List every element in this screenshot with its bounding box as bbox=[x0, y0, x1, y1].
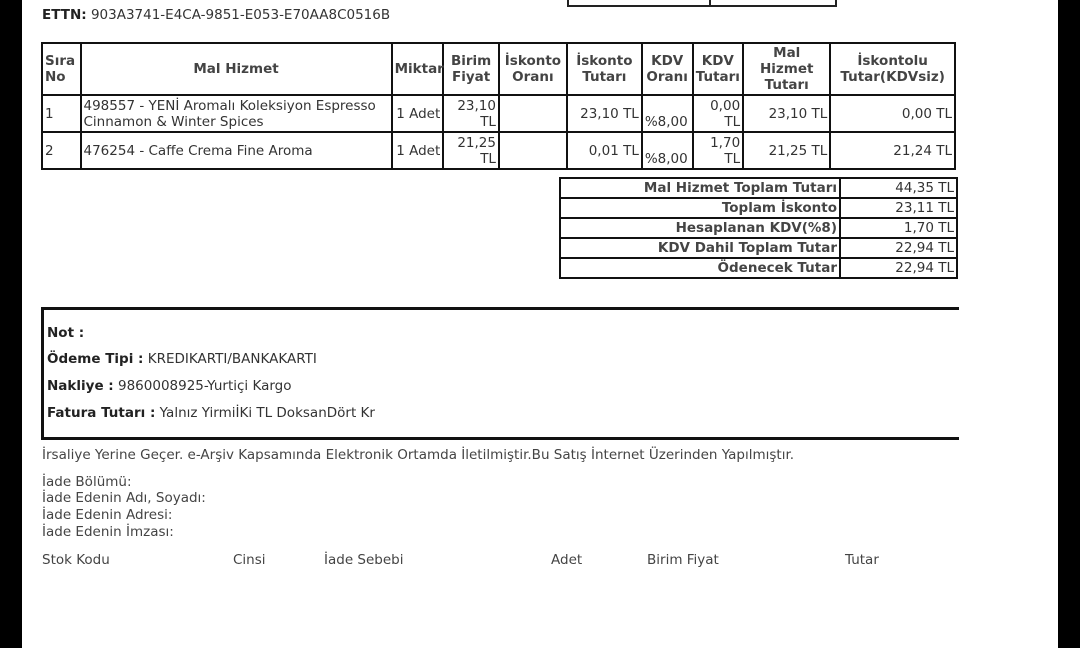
row-vat-rate: %8,00 bbox=[642, 132, 693, 169]
header-sira-no: Sıra No bbox=[42, 43, 81, 95]
row-item-name: 498557 - YENİ Aromalı Koleksiyon Espresso Cinnamon & Winter Spices bbox=[81, 95, 392, 132]
row-line-amount: 23,10 TL bbox=[743, 95, 830, 132]
return-line: İade Edenin İmzası: bbox=[42, 524, 174, 540]
total-label: Hesaplanan KDV(%8) bbox=[560, 218, 840, 238]
table-row bbox=[42, 95, 955, 132]
row-disc-amount: 23,10 TL bbox=[567, 95, 642, 132]
totals-row bbox=[560, 198, 957, 218]
payment-line bbox=[47, 351, 317, 367]
row-qty: 1 Adet bbox=[392, 95, 444, 132]
row-no: 2 bbox=[42, 132, 81, 169]
total-value: 23,11 TL bbox=[840, 198, 957, 218]
return-line: İade Edenin Adı, Soyadı: bbox=[42, 490, 206, 506]
return-col-iade-sebebi: İade Sebebi bbox=[324, 552, 404, 568]
invoice-amount-label: Fatura Tutarı : bbox=[47, 405, 156, 421]
totals-row bbox=[560, 178, 957, 198]
return-col-stok-kodu: Stok Kodu bbox=[42, 552, 110, 568]
ettn-label: ETTN: bbox=[42, 7, 87, 23]
header-iskontolu-tutar: İskontolu Tutar(KDVsiz) bbox=[830, 43, 955, 95]
shipping-value: 9860008925-Yurtiçi Kargo bbox=[118, 378, 292, 394]
payment-value: KREDIKARTI/BANKAKARTI bbox=[147, 351, 317, 367]
items-table bbox=[41, 42, 956, 170]
header-kdv-tutari: KDV Tutarı bbox=[693, 43, 744, 95]
items-header-row bbox=[42, 43, 955, 95]
statement-text: İrsaliye Yerine Geçer. e-Arşiv Kapsamında Elektronik Ortamda İletilmiştir.Bu Satış İnternet Üzerinden Yapılmıştır. bbox=[42, 447, 795, 463]
return-col-birim-fiyat: Birim Fiyat bbox=[647, 552, 719, 568]
ettn-line bbox=[42, 7, 390, 23]
header-miktar: Miktar bbox=[392, 43, 444, 95]
shipping-line bbox=[47, 378, 292, 394]
total-value: 22,94 TL bbox=[840, 258, 957, 278]
total-label: Mal Hizmet Toplam Tutarı bbox=[560, 178, 840, 198]
notes-box bbox=[41, 307, 959, 440]
return-col-adet: Adet bbox=[551, 552, 583, 568]
row-unit-price: 21,25 TL bbox=[443, 132, 499, 169]
total-value: 44,35 TL bbox=[840, 178, 957, 198]
row-net-amount: 0,00 TL bbox=[830, 95, 955, 132]
row-vat-rate: %8,00 bbox=[642, 95, 693, 132]
shipping-label: Nakliye : bbox=[47, 378, 114, 394]
row-net-amount: 21,24 TL bbox=[830, 132, 955, 169]
header-mal-hizmet: Mal Hizmet bbox=[81, 43, 392, 95]
return-line: İade Edenin Adresi: bbox=[42, 507, 173, 523]
top-table-fragment bbox=[567, 0, 837, 7]
header-birim-fiyat: Birim Fiyat bbox=[443, 43, 499, 95]
note-label: Not : bbox=[47, 325, 85, 341]
row-vat-amount: 0,00 TL bbox=[693, 95, 744, 132]
table-row bbox=[42, 132, 955, 169]
header-mal-hizmet-tutari: Mal Hizmet Tutarı bbox=[743, 43, 830, 95]
row-item-name: 476254 - Caffe Crema Fine Aroma bbox=[81, 132, 392, 169]
row-disc-amount: 0,01 TL bbox=[567, 132, 642, 169]
total-value: 22,94 TL bbox=[840, 238, 957, 258]
totals-row bbox=[560, 218, 957, 238]
total-label: KDV Dahil Toplam Tutar bbox=[560, 238, 840, 258]
invoice-page bbox=[22, 0, 1058, 648]
total-value: 1,70 TL bbox=[840, 218, 957, 238]
total-label: Ödenecek Tutar bbox=[560, 258, 840, 278]
note-line bbox=[47, 325, 84, 341]
totals-row bbox=[560, 258, 957, 278]
totals-row bbox=[560, 238, 957, 258]
header-iskonto-orani: İskonto Oranı bbox=[499, 43, 567, 95]
header-kdv-orani: KDV Oranı bbox=[642, 43, 693, 95]
row-unit-price: 23,10 TL bbox=[443, 95, 499, 132]
row-disc-rate bbox=[499, 132, 567, 169]
total-label: Toplam İskonto bbox=[560, 198, 840, 218]
row-qty: 1 Adet bbox=[392, 132, 444, 169]
ettn-value: 903A3741-E4CA-9851-E053-E70AA8C0516B bbox=[90, 7, 391, 23]
invoice-amount-value: Yalnız YirmiİKi TL DoksanDört Kr bbox=[159, 405, 375, 421]
payment-label: Ödeme Tipi : bbox=[47, 351, 144, 367]
row-vat-amount: 1,70 TL bbox=[693, 132, 744, 169]
return-col-tutar: Tutar bbox=[845, 552, 879, 568]
invoice-amount-line bbox=[47, 405, 375, 421]
row-no: 1 bbox=[42, 95, 81, 132]
row-line-amount: 21,25 TL bbox=[743, 132, 830, 169]
return-line: İade Bölümü: bbox=[42, 474, 132, 490]
return-col-cinsi: Cinsi bbox=[233, 552, 266, 568]
totals-table bbox=[559, 177, 958, 279]
header-iskonto-tutari: İskonto Tutarı bbox=[567, 43, 642, 95]
row-disc-rate bbox=[499, 95, 567, 132]
